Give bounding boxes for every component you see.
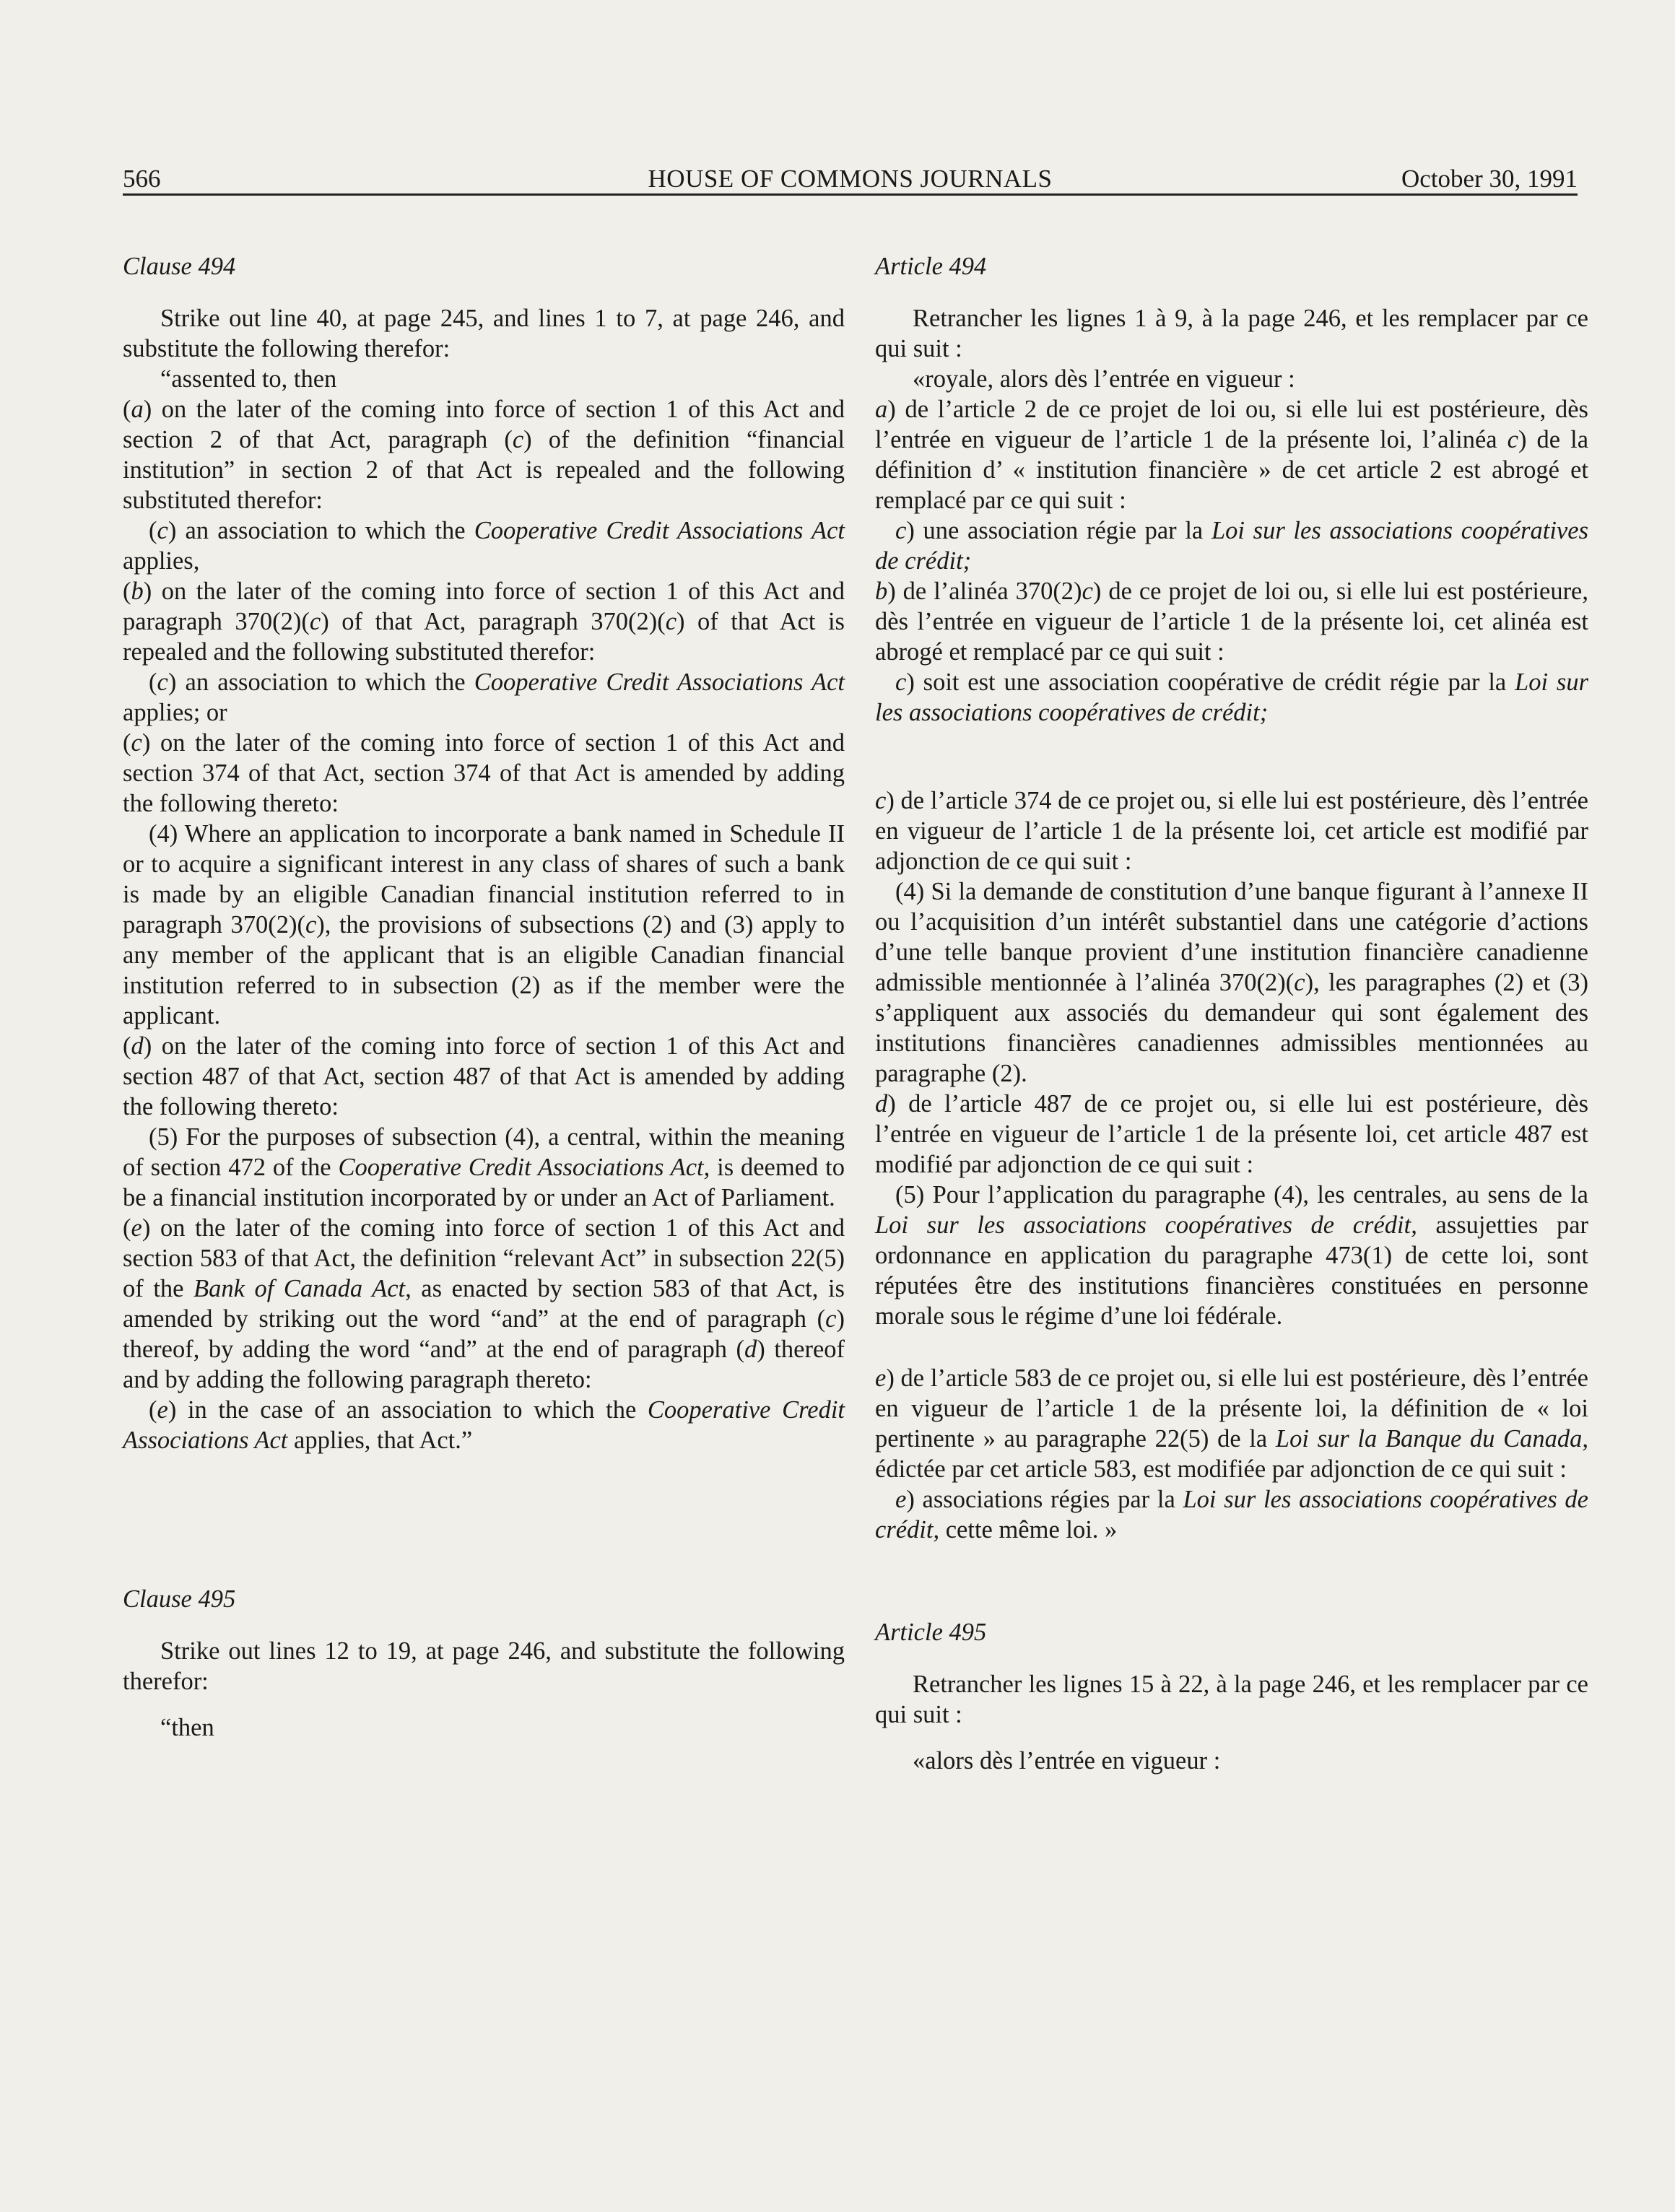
clause-494-intro: Strike out line 40, at page 245, and lines 1 to 7, at page 246, and substitute the following therefor: bbox=[123, 305, 845, 362]
article-494-heading: Article 494 bbox=[875, 253, 987, 280]
article-494-para-b-c: c) soit est une association coopérative de crédit régie par la Loi sur les associations coopératives de crédit; bbox=[875, 669, 1588, 726]
article-494-para-e: e) de l’article 583 de ce projet ou, si elle lui est postérieure, dès l’entrée en vigueur de l’article 1 de la présente loi, la définition de « loi pertinente » au paragraphe 22(5) de la Loi sur la Banque du Canada, édictée par cet article 583, est modifiée par adjonction de ce qui suit : bbox=[875, 1364, 1588, 1483]
clause-494-para-a: (a) on the later of the coming into force of section 1 of this Act and section 2 of that Act, paragraph (c) of the definition “financial institution” in section 2 of that Act is repealed and the following substituted therefor: bbox=[123, 396, 845, 514]
french-column bbox=[875, 251, 1588, 1776]
clause-494-para-b-c: (c) an association to which the Cooperative Credit Associations Act applies; or bbox=[123, 669, 845, 726]
article-494-para-c: c) de l’article 374 de ce projet ou, si elle lui est postérieure, dès l’entrée en vigueur de l’article 1 de la présente loi, cet article est modifié par adjonction de ce qui suit : bbox=[875, 787, 1588, 875]
article-495-heading: Article 495 bbox=[875, 1619, 987, 1646]
clause-494-subsection-5: (5) For the purposes of subsection (4), a central, within the meaning of section 472 of the Cooperative Credit Associations Act, is deemed to be a financial institution incorporated by or under an Act of Parliament. bbox=[123, 1123, 845, 1211]
article-494-para-a: a) de l’article 2 de ce projet de loi ou, si elle lui est postérieure, dès l’entrée en vigueur de l’article 1 de la présente loi, l’alinéa c) de la définition d’ « institution financière » de cet article 2 est abrogé et remplacé par ce qui suit : bbox=[875, 396, 1589, 514]
article-494-subsection-4: (4) Si la demande de constitution d’une banque figurant à l’annexe II ou l’acquisition d’un intérêt substantiel dans une catégorie d’actions d’une telle banque provient d’une institution financière canadienne admissible mentionnée à l’alinéa 370(2)(c), les paragraphes (2) et (3) s’appliquent aux associés du demandeur qui sont également des institutions financières canadiennes admissibles mentionnées au paragraphe (2). bbox=[875, 878, 1588, 1087]
article-494-para-a-c: c) une association régie par la Loi sur les associations coopératives de crédit; bbox=[875, 517, 1588, 575]
article-494-subsection-5: (5) Pour l’application du paragraphe (4), les centrales, au sens de la Loi sur les associations coopératives de crédit, assujetties par ordonnance en application du paragraphe 473(1) de cette loi, sont réputées être des institutions financières constituées en personne morale sous le régime d’une loi fédérale. bbox=[875, 1181, 1589, 1330]
clause-495-intro: Strike out lines 12 to 19, at page 246, and substitute the following therefor: bbox=[123, 1637, 845, 1695]
clause-494-quote-start: “assented to, then bbox=[160, 365, 337, 393]
clause-494-para-c: (c) on the later of the coming into force of section 1 of this Act and section 374 of that Act, section 374 of that Act is amended by adding the following thereto: bbox=[123, 729, 845, 817]
clause-494-subsection-4: (4) Where an application to incorporate a bank named in Schedule II or to acquire a significant interest in any class of shares of such a bank is made by an eligible Canadian financial institution referred to in paragraph 370(2)(c), the provisions of subsections (2) and (3) apply to any member of the applicant that is an eligible Canadian financial institution referred to in subsection (2) as if the member were the applicant. bbox=[123, 820, 845, 1029]
article-494-para-b: b) de l’alinéa 370(2)c) de ce projet de loi ou, si elle lui est postérieure, dès l’entrée en vigueur de l’article 1 de la présente loi, cet alinéa est abrogé et remplacé par ce qui suit : bbox=[875, 578, 1588, 666]
clause-495-heading: Clause 495 bbox=[123, 1585, 236, 1613]
clause-495-quote-start: “then bbox=[160, 1714, 214, 1741]
page-number: 566 bbox=[123, 165, 161, 193]
clause-494-para-e: (e) on the later of the coming into force of section 1 of this Act and section 583 of that Act, the definition “relevant Act” in subsection 22(5) of the Bank of Canada Act, as enacted by section 583 of that Act, is amended by striking out the word “and” at the end of paragraph (c) thereof, by adding the word “and” at the end of paragraph (d) thereof and by adding the following paragraph thereto: bbox=[123, 1214, 845, 1393]
article-494-para-d: d) de l’article 487 de ce projet ou, si elle lui est postérieure, dès l’entrée en vigueur de l’article 1 de la présente loi, cet article 487 est modifié par adjonction de ce qui suit : bbox=[875, 1090, 1588, 1178]
page-header bbox=[123, 160, 1578, 196]
clause-494-para-e-e: (e) in the case of an association to which the Cooperative Credit Associations Act applies, that Act.” bbox=[123, 1396, 845, 1454]
article-494-quote-start: «royale, alors dès l’entrée en vigueur : bbox=[913, 365, 1295, 393]
article-494-intro: Retrancher les lignes 1 à 9, à la page 246, et les remplacer par ce qui suit : bbox=[875, 305, 1588, 362]
english-column bbox=[123, 251, 845, 1743]
clause-494-para-a-c: (c) an association to which the Cooperative Credit Associations Act applies, bbox=[123, 517, 845, 575]
article-495-quote-start: «alors dès l’entrée en vigueur : bbox=[913, 1747, 1221, 1775]
article-495-intro: Retrancher les lignes 15 à 22, à la page 246, et les remplacer par ce qui suit : bbox=[875, 1671, 1588, 1728]
journal-title: HOUSE OF COMMONS JOURNALS bbox=[648, 165, 1053, 193]
clause-494-para-d: (d) on the later of the coming into force of section 1 of this Act and section 487 of that Act, section 487 of that Act is amended by adding the following thereto: bbox=[123, 1032, 845, 1120]
journal-date: October 30, 1991 bbox=[1401, 165, 1578, 193]
article-494-para-e-e: e) associations régies par la Loi sur les associations coopératives de crédit, cette même loi. » bbox=[875, 1486, 1588, 1543]
clause-494-para-b: (b) on the later of the coming into force of section 1 of this Act and paragraph 370(2)(c) of that Act, paragraph 370(2)(c) of that Act is repealed and the following substituted therefor: bbox=[123, 578, 845, 666]
clause-494-heading: Clause 494 bbox=[123, 253, 236, 280]
